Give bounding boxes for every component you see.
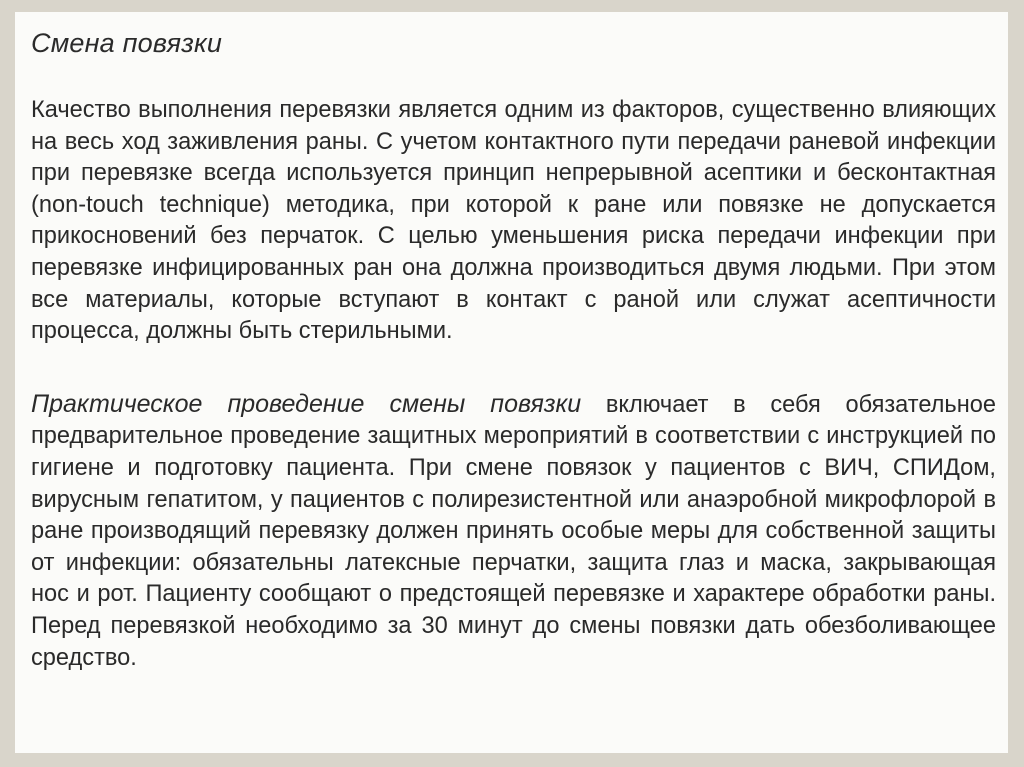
paragraph-lead-italic: Практическое проведение смены повязки	[31, 389, 582, 418]
paragraph-quality: Качество выполнения перевязки является одним из факторов, существенно влияющих на весь ход заживления раны. С учетом контактного пути передачи раневой инфекции при перевязке всегда используется принцип непрерывной асептики и бесконтактная (non-touch technique) методика, при которой к ране или повязке не допускается прикосновений без перчаток. С целью уменьшения риска передачи инфекции при перевязке инфицированных ран она должна производиться двумя людьми. При этом все материалы, которые вступают в контакт с раной или служат асептичности процесса, должны быть стерильными.	[31, 97, 996, 345]
paragraph-practical	[31, 389, 996, 674]
document-page	[15, 12, 1008, 753]
page-title: Смена повязки	[31, 28, 223, 58]
paragraph-practical-body: включает в себя обязательное предварительное проведение защитных мероприятий в соответствии с инструкцией по гигиене и подготовку пациента. При смене повязок у пациентов с ВИЧ, СПИДом, вирусным гепатитом, у пациентов с полирезистентной или анаэробной микрофлорой в ране производящий перевязку должен принять особые меры для собственной защиты от инфекции: обязательны латексные перчатки, защита глаз и маска, закрывающая нос и рот. Пациенту сообщают о предстоящей перевязке и характере обработки раны. Перед перевязкой необходимо за 30 минут до смены повязки дать обезболивающее средство.	[31, 391, 997, 671]
